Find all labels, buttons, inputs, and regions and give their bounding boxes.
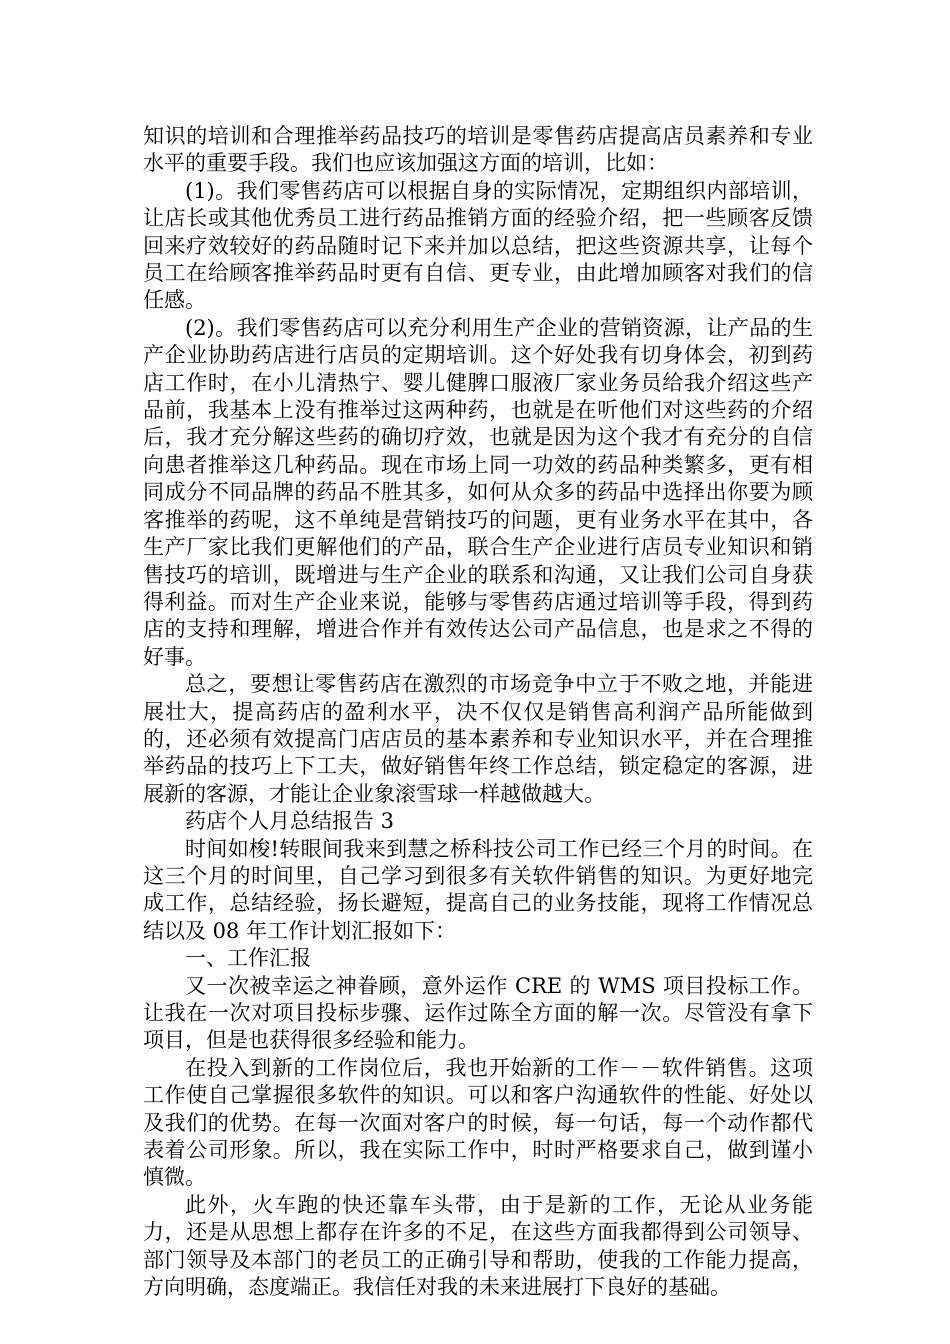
- section-heading-report-3: 药店个人月总结报告 3: [185, 809, 395, 834]
- paragraph-report-intro: 时间如梭!转眼间我来到慧之桥科技公司工作已经三个月的时间。在这三个月的时间里，自己学习到很多有关软件销售的知识。为更好地完成工作，总结经验，扬长避短，提高自己的业务技能，现将工作情况总结以及 08 年工作计划汇报如下：: [143, 836, 813, 943]
- paragraph-internal-training: (1)。我们零售药店可以根据自身的实际情况，定期组织内部培训，让店长或其他优秀员工进行药品推销方面的经验介绍，把一些顾客反馈回来疗效较好的药品随时记下来并加以总结，把这些资源共享，让每个员工在给顾客推举药品时更有自信、更专业，由此增加顾客对我们的信任感。: [143, 178, 813, 313]
- paragraph-bidding-work: 又一次被幸运之神眷顾，意外运作 CRE 的 WMS 项目投标工作。让我在一次对项目投标步骤、运作过陈全方面的解一次。尽管没有拿下项目，但是也获得很多经验和能力。: [143, 973, 813, 1053]
- document-body: [143, 123, 813, 1301]
- paragraph-software-sales: 在投入到新的工作岗位后，我也开始新的工作－－软件销售。这项工作使自己掌握很多软件的知识。可以和客户沟通软件的性能、好处以及我们的优势。在每一次面对客户的时候，每一句话，每一个动作都代表着公司形象。所以，我在实际工作中，时时严格要求自己，做到谨小慎微。: [143, 1055, 813, 1190]
- paragraph-conclusion: 总之，要想让零售药店在激烈的市场竞争中立于不败之地，并能进展壮大，提高药店的盈利水平，决不仅仅是销售高利润产品所能做到的，还必须有效提高门店店员的基本素养和专业知识水平，并在合理推举药品的技巧上下工夫，做好销售年终工作总结，锁定稳定的客源，进展新的客源，才能让企业象滚雪球一样越做越大。: [143, 672, 813, 806]
- paragraph-guidance: 此外，火车跑的快还靠车头带，由于是新的工作，无论从业务能力，还是从思想上都存在许多的不足，在这些方面我都得到公司领导、部门领导及本部门的老员工的正确引导和帮助，使我的工作能力提高，方向明确，态度端正。我信任对我的未来进展打下良好的基础。: [143, 1192, 813, 1300]
- paragraph-manufacturer-training: (2)。我们零售药店可以充分利用生产企业的营销资源，让产品的生产企业协助药店进行店员的定期培训。这个好处我有切身体会，初到药店工作时，在小儿清热宁、婴儿健脾口服液厂家业务员给我介绍这些产品前，我基本上没有推举过这两种药，也就是在听他们对这些药的介绍后，我才充分解这些药的确切疗效，也就是因为这个我才有充分的自信向患者推举这几种药品。现在市场上同一功效的药品种类繁多，更有相同成分不同品牌的药品不胜其多，如何从众多的药品中选择出你要为顾客推举的药呢，这不单纯是营销技巧的问题，更有业务水平在其中，各生产厂家比我们更解他们的产品，联合生产企业进行店员专业知识和销售技巧的培训，既增进与生产企业的联系和沟通，又让我们公司自身获得利益。而对生产企业来说，能够与零售药店通过培训等手段，得到药店的支持和理解，增进合作并有效传达公司产品信息，也是求之不得的好事。: [143, 315, 813, 669]
- paragraph-training-intro: 知识的培训和合理推举药品技巧的培训是零售药店提高店员素养和专业水平的重要手段。我们也应该加强这方面的培训，比如：: [143, 124, 813, 176]
- section-heading-work-report: 一、工作汇报: [185, 946, 311, 971]
